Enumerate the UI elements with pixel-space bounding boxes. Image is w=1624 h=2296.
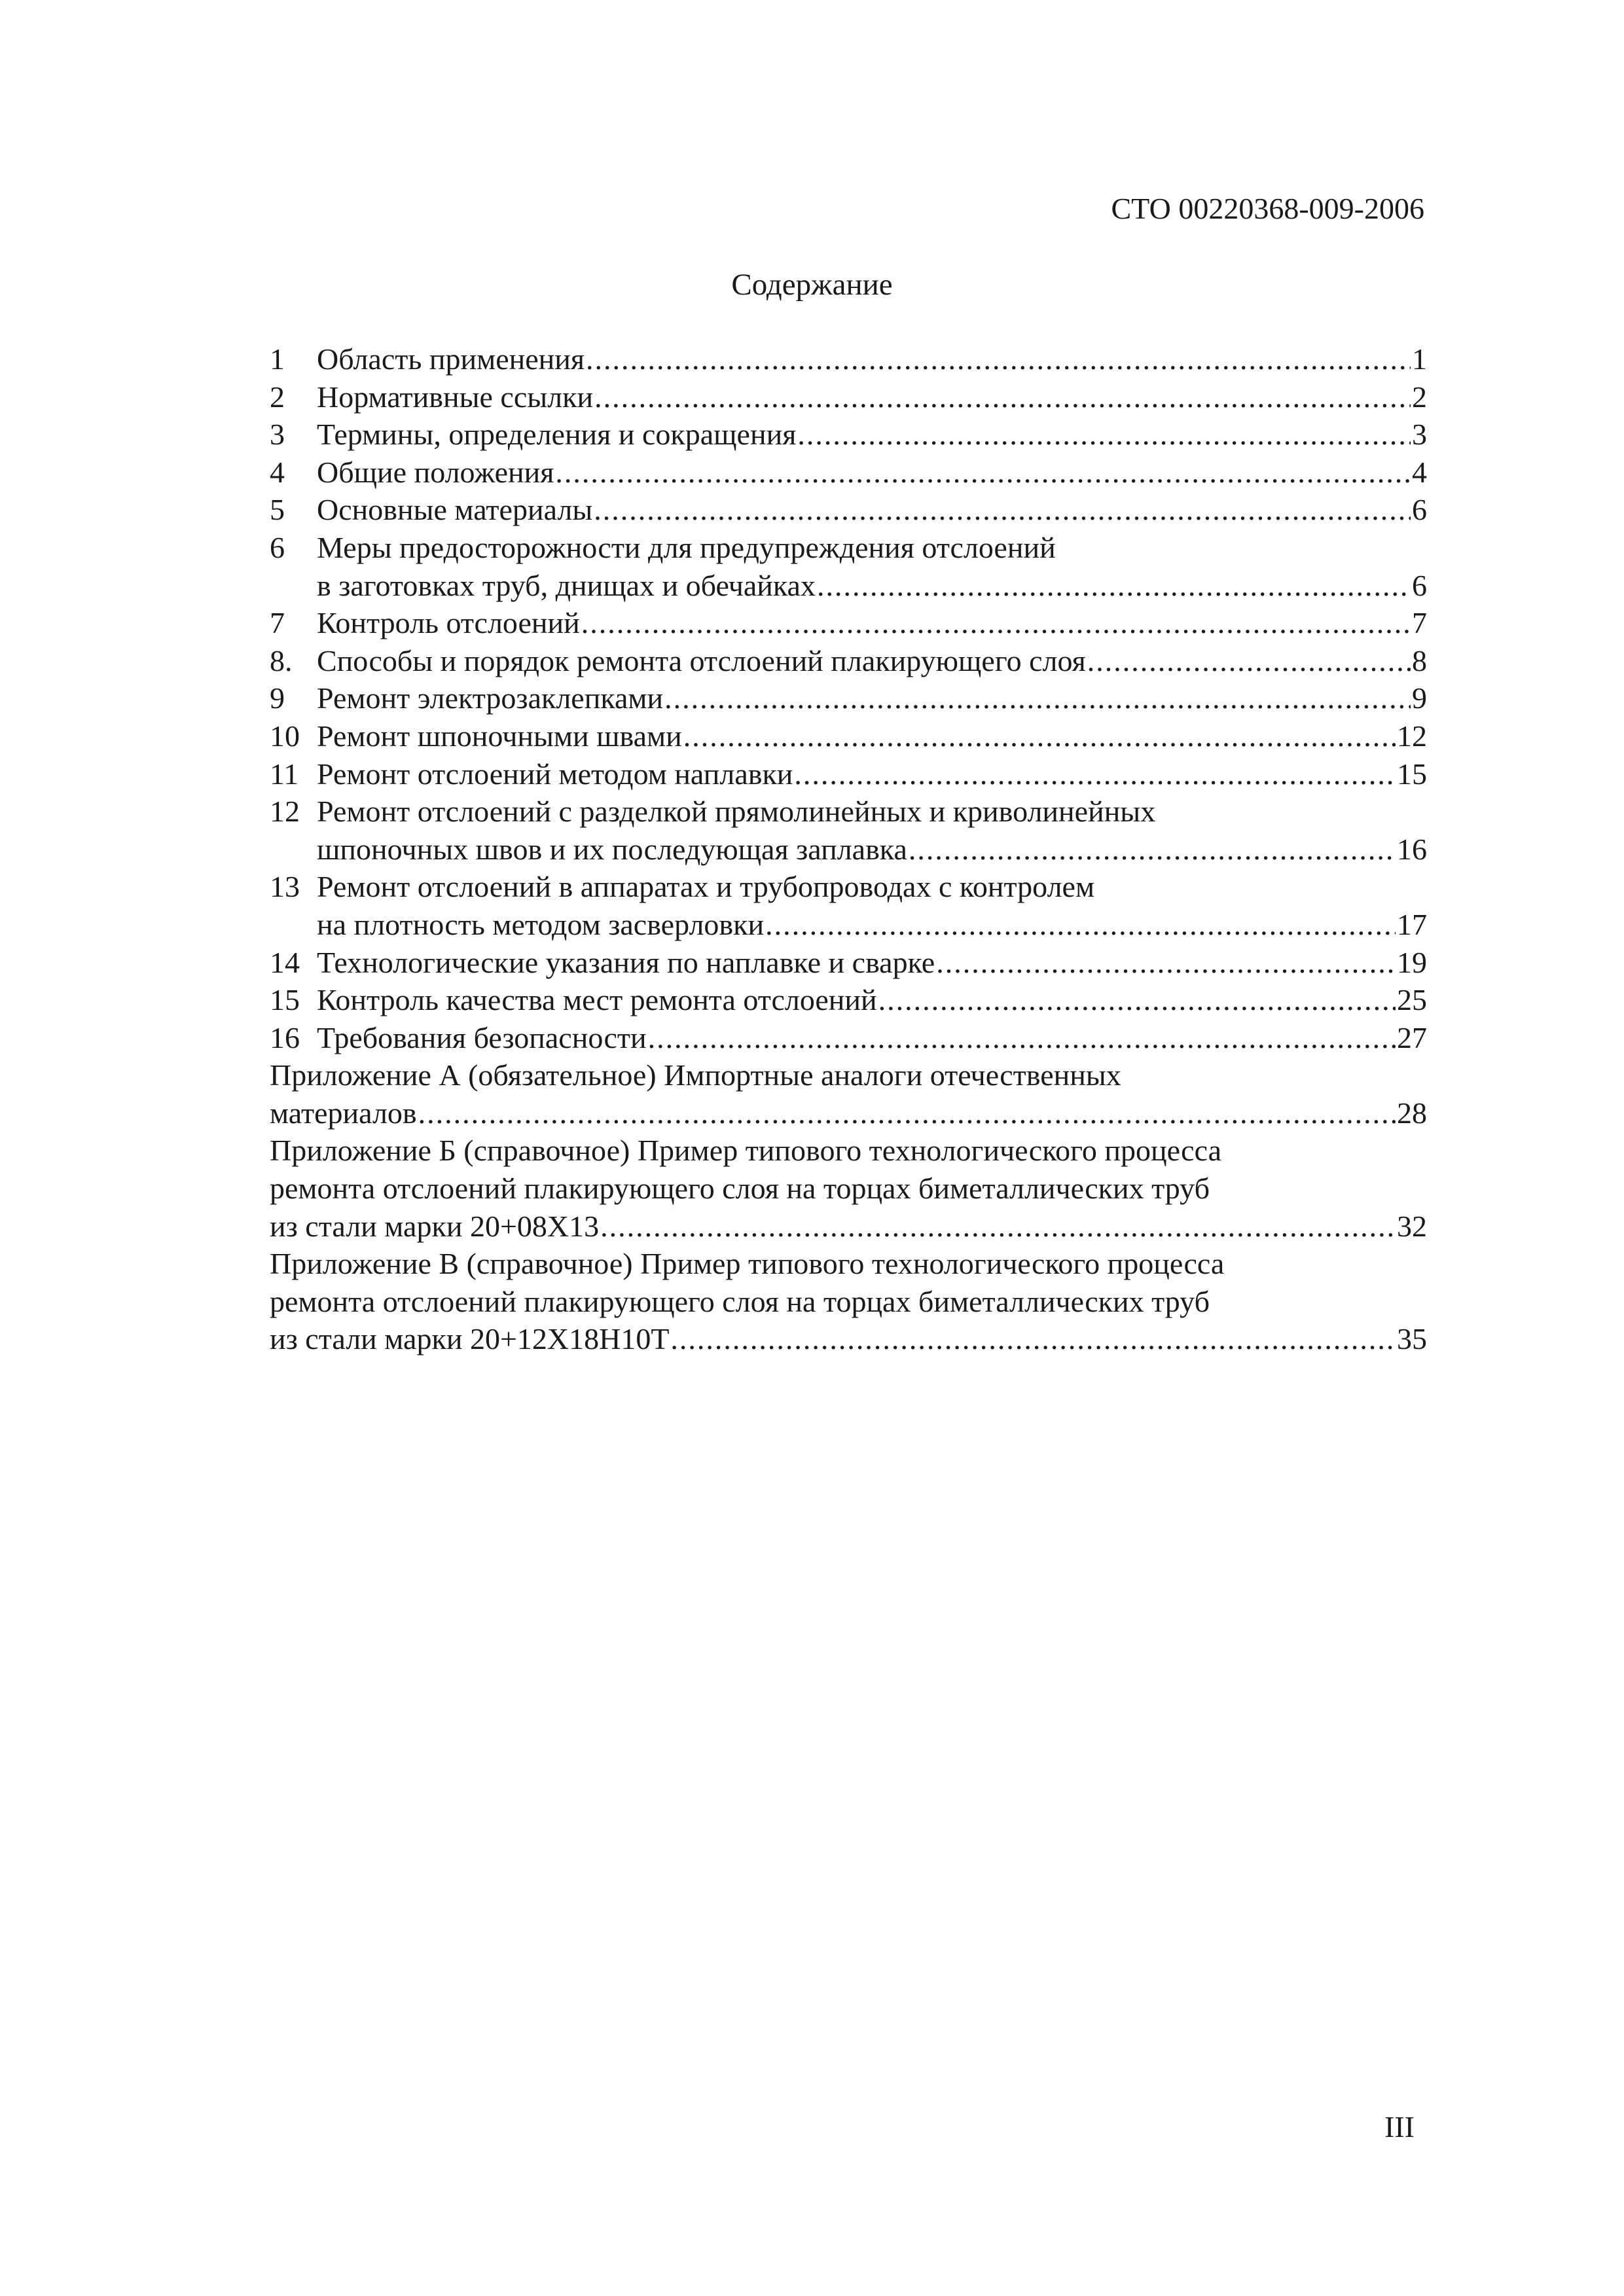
toc-entry-line [270, 454, 1427, 492]
toc-entry-page: 1 [1412, 342, 1427, 376]
toc-entry-title: Ремонт электрозаклепками [317, 681, 664, 715]
dot-leader [594, 491, 1411, 529]
toc-entry-page: 4 [1412, 455, 1427, 489]
toc-entry-line [270, 340, 1427, 378]
dot-leader [594, 378, 1411, 416]
document-code: СТО 00220368-009-2006 [1111, 192, 1424, 225]
toc-entry-number: 3 [270, 418, 285, 452]
dot-leader [909, 831, 1396, 869]
toc-entry-number: 11 [270, 757, 299, 791]
toc-entry-number: 4 [270, 455, 285, 489]
dot-leader [878, 981, 1396, 1019]
toc-entry-line [270, 1019, 1427, 1057]
dot-leader [936, 944, 1396, 982]
toc-entry-page: 12 [1397, 719, 1427, 753]
toc-entry-title: Область применения [317, 342, 585, 376]
dot-leader [670, 1320, 1396, 1358]
toc-entry-line [270, 944, 1427, 982]
toc-entry-number: 9 [270, 681, 285, 715]
toc-entry-number: 14 [270, 945, 300, 979]
dot-leader [555, 454, 1411, 492]
page-number: III [1384, 2110, 1415, 2144]
toc-entry-page: 17 [1397, 907, 1427, 941]
toc-entry-title: на плотность методом засверловки [317, 907, 765, 941]
dot-leader [817, 567, 1411, 605]
toc-entry-page: 19 [1397, 945, 1427, 979]
appendix-entry-title: Приложение Б (справочное) Пример типового технологического процесса [270, 1134, 1221, 1168]
toc-entry-title: Способы и порядок ремонта отслоений плакирующего слоя [317, 643, 1086, 677]
toc-entry-line [270, 529, 1427, 567]
toc-entry-page: 16 [1397, 832, 1427, 866]
toc-entry-line [270, 416, 1427, 454]
toc-entry-title: Ремонт отслоений в аппаратах и трубопроводах с контролем [317, 870, 1095, 904]
appendix-entry-title: Приложение А (обязательное) Импортные аналоги отечественных [270, 1058, 1121, 1092]
toc-entry-title: Контроль качества мест ремонта отслоений [317, 983, 877, 1017]
toc-entry-line [270, 868, 1427, 906]
toc-entry-page: 8 [1412, 643, 1427, 677]
toc-entry-page: 25 [1397, 983, 1427, 1017]
toc-entry-page: 27 [1397, 1020, 1427, 1054]
toc-title: Содержание [731, 268, 893, 302]
toc-entry-line [270, 755, 1427, 793]
toc-entry-title: шпоночных швов и их последующая заплавка [317, 832, 907, 866]
toc-entry-line [270, 378, 1427, 416]
toc-entry-number: 5 [270, 493, 285, 527]
dot-leader [581, 604, 1411, 642]
appendix-entry-page: 28 [1397, 1096, 1427, 1130]
dot-leader [600, 1208, 1396, 1246]
table-of-contents [270, 340, 1427, 1358]
toc-entry-page: 6 [1412, 493, 1427, 527]
toc-entry-number: 8. [270, 643, 293, 677]
appendix-entry-line [270, 1132, 1427, 1170]
toc-entry-title: Меры предосторожности для предупреждения отслоений [317, 530, 1056, 564]
dot-leader [418, 1094, 1396, 1132]
appendix-entry-line [270, 1056, 1427, 1094]
toc-entry-title: Основные материалы [317, 493, 593, 527]
toc-entry-page: 3 [1412, 418, 1427, 452]
appendix-entry-title: ремонта отслоений плакирующего слоя на торцах биметаллических труб [270, 1284, 1210, 1318]
toc-entry-page: 6 [1412, 568, 1427, 602]
appendix-entry-title: материалов [270, 1096, 417, 1130]
toc-entry-title: Ремонт отслоений с разделкой прямолинейных и криволинейных [317, 795, 1156, 829]
appendix-entry-line [270, 1094, 1427, 1132]
toc-entry-line [270, 491, 1427, 529]
appendix-entry-page: 35 [1397, 1322, 1427, 1356]
toc-entry-number: 10 [270, 719, 300, 753]
toc-entry-number: 6 [270, 530, 285, 564]
toc-entry-number: 16 [270, 1020, 300, 1054]
appendix-entry-line [270, 1170, 1427, 1208]
toc-entry-title: Контроль отслоений [317, 606, 580, 640]
appendix-entry-page: 32 [1397, 1209, 1427, 1243]
toc-entry-page: 7 [1412, 606, 1427, 640]
toc-entry-title: в заготовках труб, днищах и обечайках [317, 568, 816, 602]
appendix-entry-title: Приложение В (справочное) Пример типового технологического процесса [270, 1247, 1225, 1281]
toc-entry-number: 12 [270, 795, 300, 829]
toc-entry-line [270, 679, 1427, 717]
toc-entry-line [270, 906, 1427, 944]
toc-entry-line [270, 604, 1427, 642]
dot-leader [794, 755, 1396, 793]
toc-entry-title: Общие положения [317, 455, 554, 489]
dot-leader [683, 717, 1396, 755]
toc-entry-title: Технологические указания по наплавке и сварке [317, 945, 935, 979]
appendix-entry-title: из стали марки 20+12Х18Н10Т [270, 1322, 670, 1356]
toc-entry-line [270, 793, 1427, 831]
toc-entry-number: 7 [270, 606, 285, 640]
toc-entry-line [270, 831, 1427, 869]
toc-entry-number: 15 [270, 983, 300, 1017]
appendix-entry-line [270, 1208, 1427, 1246]
toc-entry-title: Нормативные ссылки [317, 380, 594, 414]
toc-entry-number: 1 [270, 342, 285, 376]
dot-leader [648, 1019, 1396, 1057]
dot-leader [1087, 642, 1411, 680]
appendix-entry-line [270, 1283, 1427, 1321]
toc-entry-line [270, 717, 1427, 755]
toc-entry-line [270, 981, 1427, 1019]
toc-entry-title: Термины, определения и сокращения [317, 418, 797, 452]
appendix-entry-line [270, 1245, 1427, 1283]
dot-leader [664, 679, 1411, 717]
dot-leader [765, 906, 1396, 944]
toc-entry-title: Ремонт шпоночными швами [317, 719, 682, 753]
toc-entry-page: 9 [1412, 681, 1427, 715]
toc-entry-title: Ремонт отслоений методом наплавки [317, 757, 793, 791]
appendix-entry-title: ремонта отслоений плакирующего слоя на торцах биметаллических труб [270, 1172, 1210, 1206]
dot-leader [797, 416, 1411, 454]
appendix-entry-line [270, 1320, 1427, 1358]
appendix-entry-title: из стали марки 20+08Х13 [270, 1209, 600, 1243]
toc-entry-line [270, 642, 1427, 680]
toc-entry-number: 13 [270, 870, 300, 904]
toc-entry-number: 2 [270, 380, 285, 414]
toc-entry-title: Требования безопасности [317, 1020, 647, 1054]
toc-entry-page: 2 [1412, 380, 1427, 414]
toc-entry-line [270, 567, 1427, 605]
toc-entry-page: 15 [1397, 757, 1427, 791]
dot-leader [586, 340, 1411, 378]
